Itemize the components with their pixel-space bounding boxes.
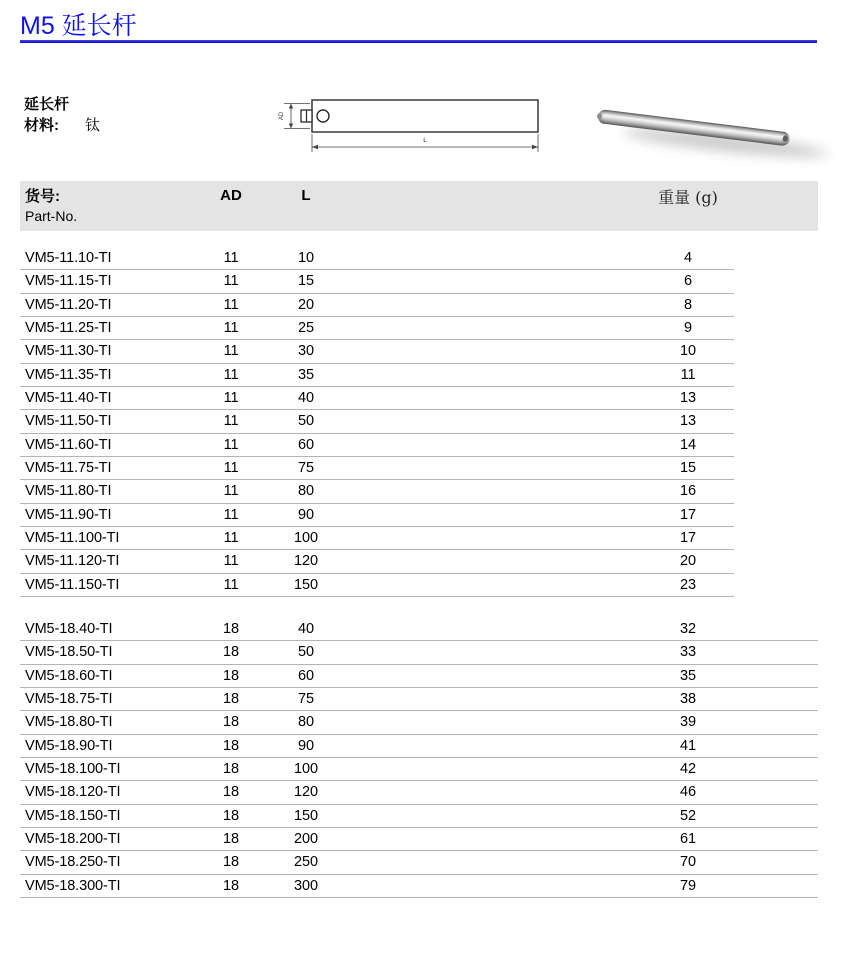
- ad-cell: 11: [223, 390, 239, 407]
- table-row: [20, 781, 818, 804]
- table-row: [20, 317, 734, 340]
- ad-cell: 11: [223, 460, 239, 477]
- weight-cell: 10: [680, 343, 696, 360]
- table-header: [20, 181, 818, 231]
- ad-cell: 18: [223, 854, 239, 871]
- table-row: [20, 294, 734, 317]
- ad-cell: 11: [223, 553, 239, 570]
- part-no-cell: VM5-11.40-TI: [25, 390, 112, 407]
- ad-cell: 11: [223, 576, 239, 593]
- l-cell: 100: [294, 761, 318, 778]
- title-divider: [20, 40, 817, 43]
- part-no-cell: VM5-11.80-TI: [25, 483, 112, 500]
- part-no-cell: VM5-18.250-TI: [25, 854, 121, 871]
- part-no-cell: VM5-11.120-TI: [25, 553, 120, 570]
- page-title: M5 延长杆: [20, 12, 137, 40]
- l-cell: 75: [298, 691, 314, 708]
- l-cell: 35: [298, 366, 314, 383]
- ad-cell: 11: [223, 343, 239, 360]
- part-no-cell: VM5-11.60-TI: [25, 436, 112, 453]
- l-cell: 30: [298, 343, 314, 360]
- ad-cell: 18: [223, 807, 239, 824]
- weight-cell: 17: [680, 530, 696, 547]
- table-row: [20, 875, 818, 898]
- table-row: [20, 270, 734, 293]
- part-no-cell: VM5-18.120-TI: [25, 784, 121, 801]
- table-row: [20, 665, 818, 688]
- technical-drawing: [276, 90, 546, 160]
- part-no-cell: VM5-11.15-TI: [25, 273, 112, 290]
- cross-hole: [317, 110, 329, 122]
- part-no-cell: VM5-18.75-TI: [25, 691, 113, 708]
- table-row: [20, 711, 818, 734]
- weight-cell: 46: [680, 784, 696, 801]
- part-no-cell: VM5-18.100-TI: [25, 761, 121, 778]
- part-no-cell: VM5-18.150-TI: [25, 807, 121, 824]
- l-cell: 50: [298, 413, 314, 430]
- weight-cell: 23: [680, 576, 696, 593]
- table-row: [20, 828, 818, 851]
- table-row: [20, 480, 734, 503]
- l-cell: 120: [294, 784, 318, 801]
- ad-cell: 18: [223, 784, 239, 801]
- table-row: [20, 688, 818, 711]
- part-no-cell: VM5-18.60-TI: [25, 667, 113, 684]
- part-no-cell: VM5-18.300-TI: [25, 877, 121, 894]
- weight-cell: 11: [680, 366, 696, 383]
- ad-cell: 11: [223, 320, 239, 337]
- l-cell: 15: [298, 273, 314, 290]
- ad-cell: 18: [223, 621, 239, 637]
- weight-cell: 20: [680, 553, 696, 570]
- weight-cell: 9: [684, 320, 692, 337]
- part-no-cell: VM5-11.35-TI: [25, 366, 112, 383]
- table-row: [20, 340, 734, 363]
- l-cell: 40: [298, 390, 314, 407]
- header-part-no-cn: 货号:: [25, 188, 60, 205]
- dim-label-ad: AD: [279, 111, 285, 121]
- table-row: [20, 410, 734, 433]
- header-part-no-en: Part-No.: [25, 208, 78, 224]
- l-cell: 90: [298, 506, 314, 523]
- table-row: [20, 618, 818, 641]
- weight-cell: 39: [680, 714, 696, 731]
- header-weight: 重量 (g): [658, 188, 718, 207]
- weight-cell: 13: [680, 390, 696, 407]
- l-cell: 150: [294, 807, 318, 824]
- table-row: [20, 574, 734, 597]
- l-cell: 120: [294, 553, 318, 570]
- part-no-cell: VM5-18.80-TI: [25, 714, 113, 731]
- table-row: [20, 457, 734, 480]
- l-cell: 20: [298, 296, 314, 313]
- part-no-cell: VM5-11.100-TI: [25, 530, 120, 547]
- l-cell: 25: [298, 320, 314, 337]
- table-group-ad18: [20, 618, 818, 898]
- weight-cell: 61: [680, 831, 696, 848]
- ad-cell: 11: [223, 530, 239, 547]
- l-cell: 80: [298, 483, 314, 500]
- product-name: 延长杆: [24, 96, 70, 113]
- weight-cell: 70: [680, 854, 696, 871]
- ad-cell: 11: [223, 436, 239, 453]
- ad-cell: 18: [223, 644, 239, 661]
- table-row: [20, 527, 734, 550]
- weight-cell: 16: [680, 483, 696, 500]
- l-cell: 100: [294, 530, 318, 547]
- rod-outline: [312, 100, 538, 132]
- part-no-cell: VM5-11.75-TI: [25, 460, 112, 477]
- part-no-cell: VM5-11.20-TI: [25, 296, 112, 313]
- weight-cell: 4: [684, 250, 692, 266]
- ad-cell: 11: [223, 250, 239, 266]
- table-row: [20, 641, 818, 664]
- weight-cell: 15: [680, 460, 696, 477]
- weight-cell: 32: [680, 621, 696, 637]
- ad-cell: 11: [223, 296, 239, 313]
- table-group-ad11: [20, 247, 734, 597]
- material-value: 钛: [85, 117, 101, 134]
- table-row: [20, 851, 818, 874]
- l-cell: 50: [298, 644, 314, 661]
- weight-cell: 17: [680, 506, 696, 523]
- header-ad: AD: [220, 187, 242, 204]
- l-cell: 200: [294, 831, 318, 848]
- ad-cell: 11: [223, 506, 239, 523]
- ad-cell: 18: [223, 691, 239, 708]
- part-no-cell: VM5-18.90-TI: [25, 737, 113, 754]
- l-cell: 60: [298, 436, 314, 453]
- ad-cell: 11: [223, 413, 239, 430]
- weight-cell: 14: [680, 436, 696, 453]
- l-cell: 300: [294, 877, 318, 894]
- weight-cell: 33: [680, 644, 696, 661]
- table-row: [20, 247, 734, 270]
- part-no-cell: VM5-11.30-TI: [25, 343, 112, 360]
- weight-cell: 6: [684, 273, 692, 290]
- l-cell: 80: [298, 714, 314, 731]
- part-no-cell: VM5-11.150-TI: [25, 576, 120, 593]
- ad-cell: 11: [223, 483, 239, 500]
- table-row: [20, 434, 734, 457]
- ad-cell: 18: [223, 831, 239, 848]
- weight-cell: 8: [684, 296, 692, 313]
- table-row: [20, 758, 818, 781]
- ad-cell: 18: [223, 714, 239, 731]
- ad-cell: 18: [223, 667, 239, 684]
- dim-label-l: L: [423, 137, 427, 144]
- part-no-cell: VM5-11.25-TI: [25, 320, 112, 337]
- table-row: [20, 550, 734, 573]
- table-row: [20, 735, 818, 758]
- table-row: [20, 805, 818, 828]
- table-row: [20, 387, 734, 410]
- part-no-cell: VM5-18.200-TI: [25, 831, 121, 848]
- weight-cell: 42: [680, 761, 696, 778]
- part-no-cell: VM5-18.50-TI: [25, 644, 113, 661]
- l-cell: 40: [298, 621, 314, 637]
- material-line: [24, 114, 101, 135]
- table-row: [20, 364, 734, 387]
- weight-cell: 79: [680, 877, 696, 894]
- ad-cell: 18: [223, 761, 239, 778]
- ad-cell: 11: [223, 273, 239, 290]
- weight-cell: 13: [680, 413, 696, 430]
- material-label: 材料:: [24, 117, 59, 134]
- ad-cell: 18: [223, 877, 239, 894]
- dimension-diagram: [276, 90, 546, 160]
- l-cell: 10: [298, 250, 314, 266]
- table-row: [20, 504, 734, 527]
- product-photo: [585, 88, 845, 173]
- l-cell: 150: [294, 576, 318, 593]
- weight-cell: 52: [680, 807, 696, 824]
- weight-cell: 38: [680, 691, 696, 708]
- ad-cell: 11: [223, 366, 239, 383]
- weight-cell: 41: [680, 737, 696, 754]
- header-l: L: [301, 187, 311, 204]
- l-cell: 250: [294, 854, 318, 871]
- l-cell: 75: [298, 460, 314, 477]
- l-cell: 90: [298, 737, 314, 754]
- part-no-cell: VM5-18.40-TI: [25, 621, 113, 637]
- part-no-cell: VM5-11.90-TI: [25, 506, 112, 523]
- weight-cell: 35: [680, 667, 696, 684]
- ad-cell: 18: [223, 737, 239, 754]
- part-no-cell: VM5-11.10-TI: [25, 250, 112, 266]
- l-cell: 60: [298, 667, 314, 684]
- part-no-cell: VM5-11.50-TI: [25, 413, 112, 430]
